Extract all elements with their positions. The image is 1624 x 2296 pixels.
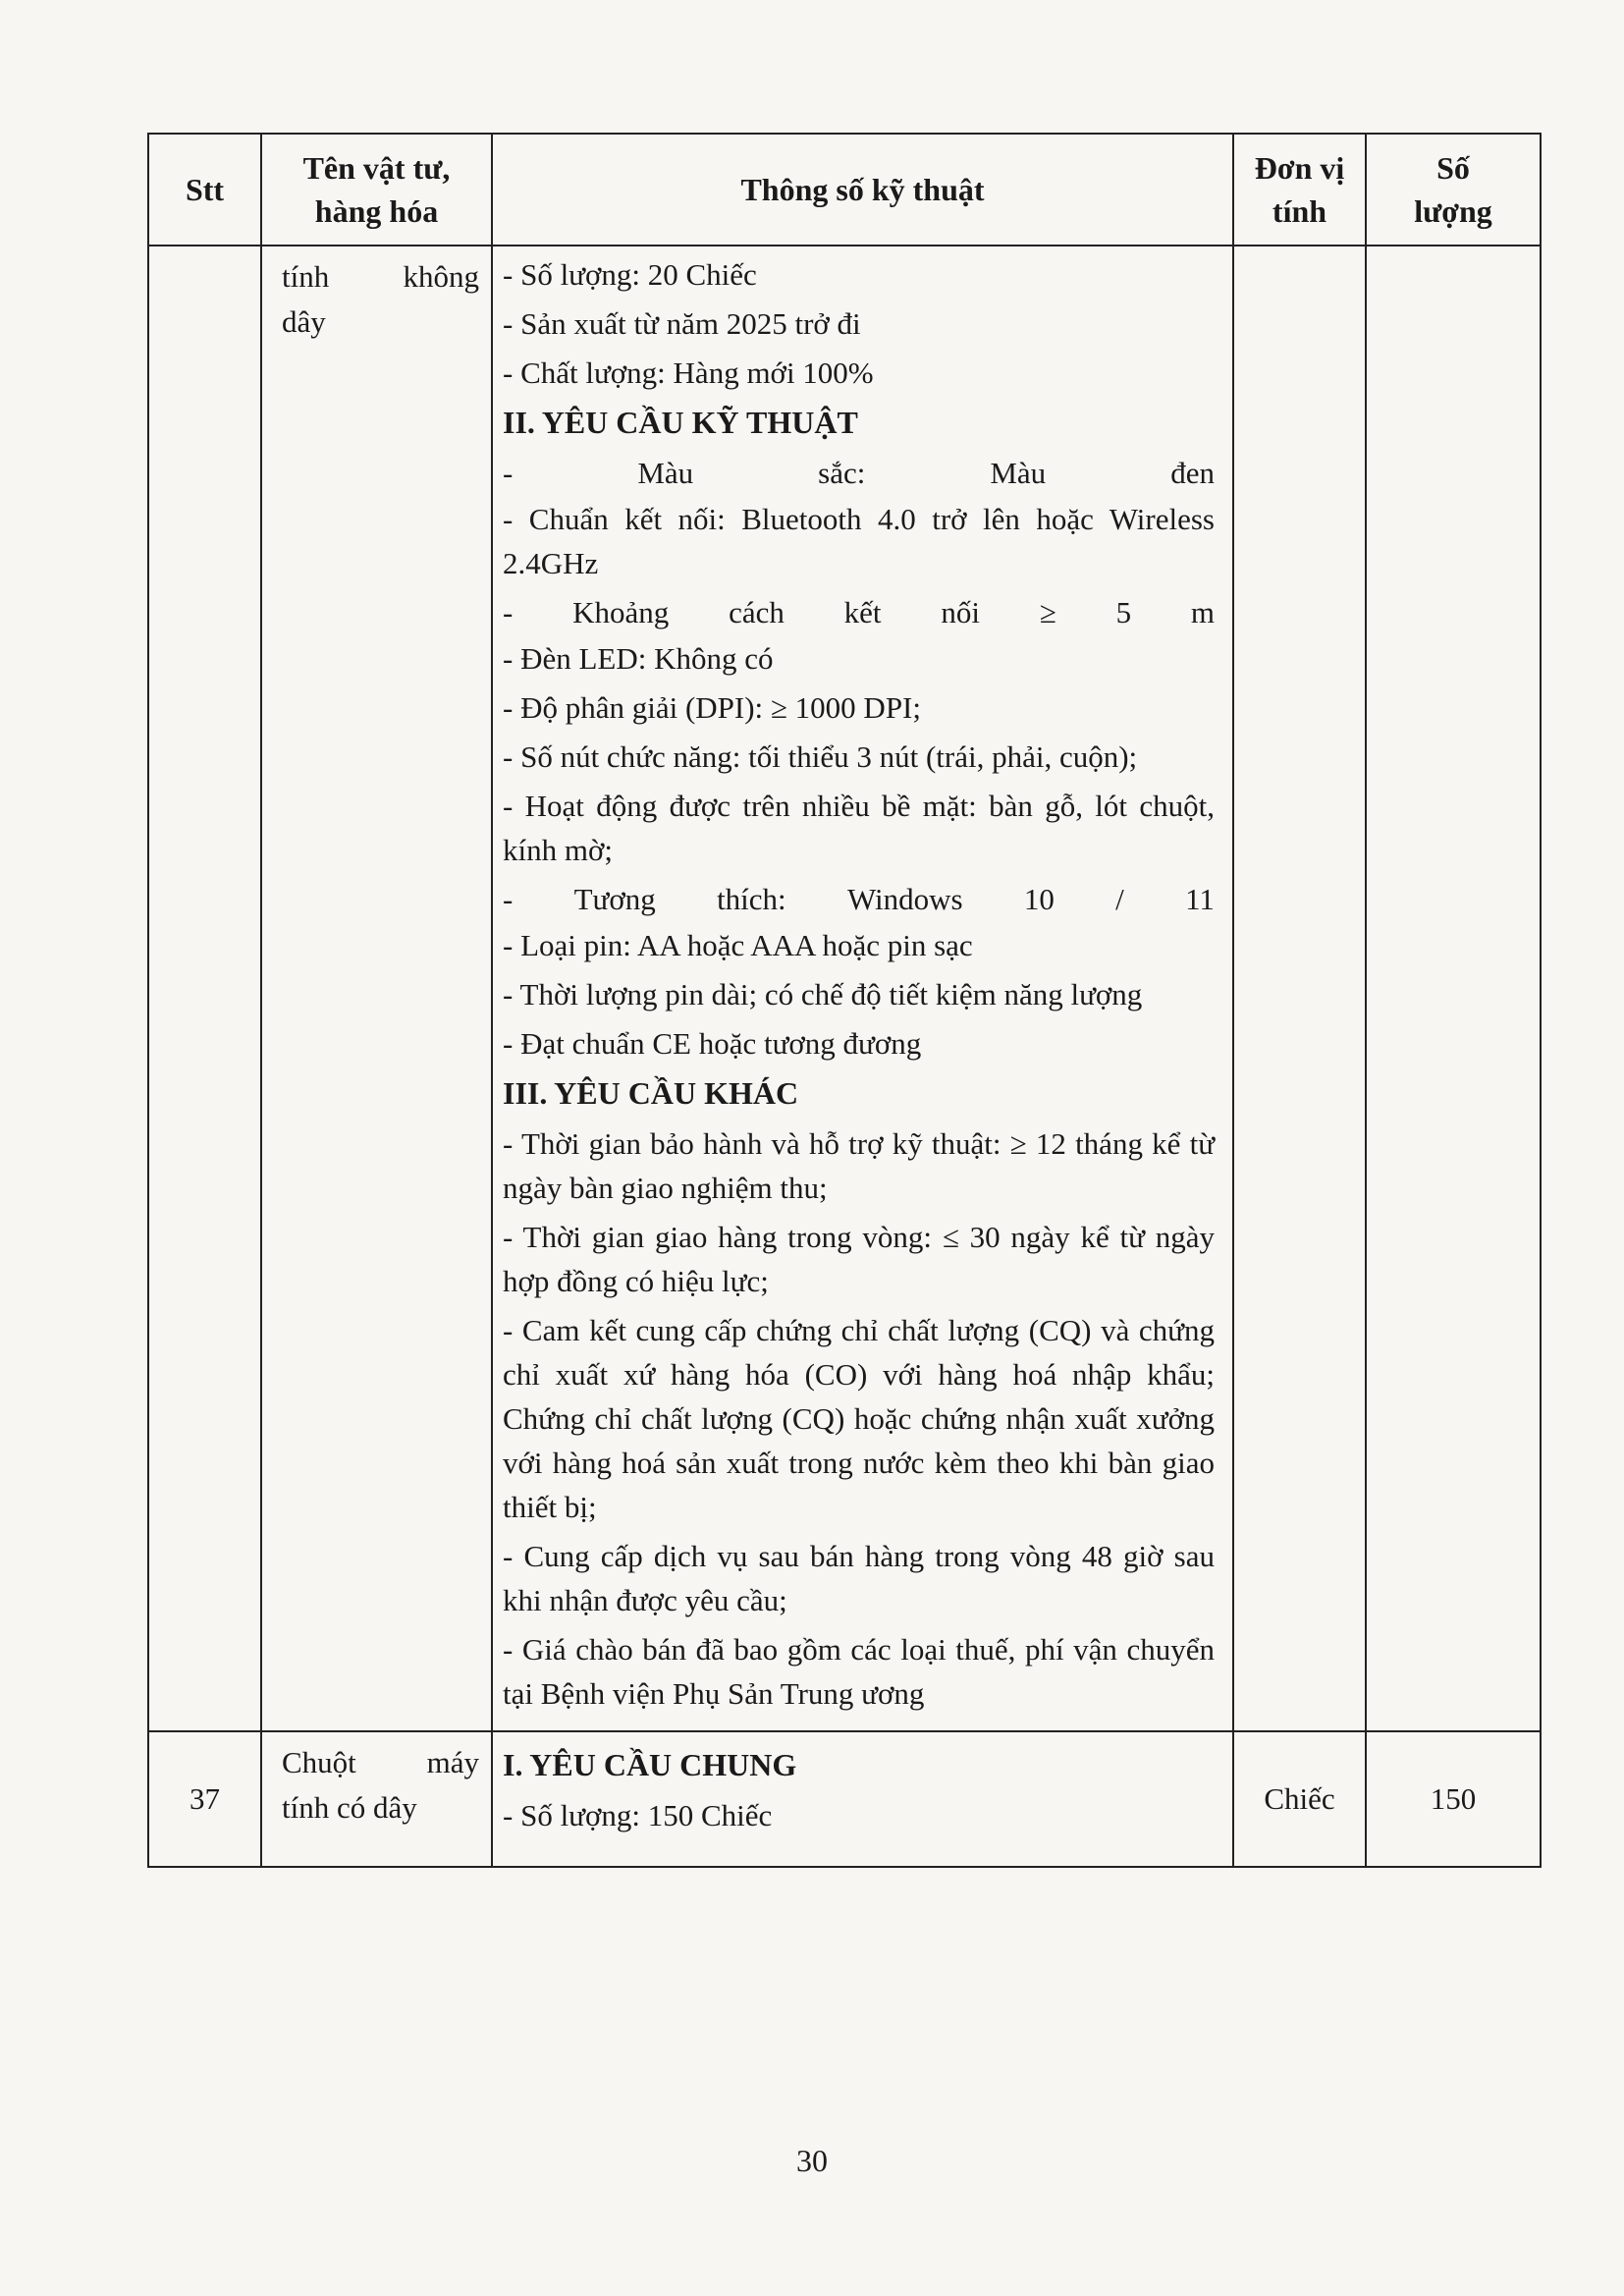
row-item-name-cell: tính không dây bbox=[261, 246, 492, 1731]
header-quantity: Số lượng bbox=[1366, 134, 1541, 246]
row-stt-cell: 37 bbox=[148, 1731, 261, 1867]
spec-line: - Số nút chức năng: tối thiểu 3 nút (trái, phải, cuộn); bbox=[503, 739, 1138, 774]
spec-line: - Sản xuất từ năm 2025 trở đi bbox=[503, 306, 861, 341]
spec-line: - Thời gian giao hàng trong vòng: ≤ 30 ngày kể từ ngày hợp đồng có hiệu lực; bbox=[503, 1220, 1215, 1298]
spec-line: - Số lượng: 150 Chiếc bbox=[503, 1798, 773, 1832]
spec-line: - Khoảng cách kết nối ≥ 5 m bbox=[503, 595, 1215, 629]
spec-line: - Cam kết cung cấp chứng chỉ chất lượng (CQ) và chứng chỉ xuất xứ hàng hóa (CO) với hàng hoá nhập khẩu; Chứng chỉ chất lượng (CQ) hoặc chứng nhận xuất xưởng với hàng hoá sản xuất trong nước kèm theo khi bàn giao thiết bị; bbox=[503, 1313, 1215, 1524]
header-spec: Thông số kỹ thuật bbox=[492, 134, 1233, 246]
section-heading: I. YÊU CẦU CHUNG bbox=[503, 1747, 797, 1782]
header-stt: Stt bbox=[148, 134, 261, 246]
row-quantity-cell: 150 bbox=[1366, 1731, 1541, 1867]
spec-line: - Tương thích: Windows 10 / 11 bbox=[503, 882, 1215, 916]
spec-line: - Số lượng: 20 Chiếc bbox=[503, 257, 757, 292]
table-row bbox=[148, 1731, 1541, 1867]
section-heading: II. YÊU CẦU KỸ THUẬT bbox=[503, 405, 858, 440]
spec-table bbox=[147, 133, 1542, 1868]
row-stt-cell bbox=[148, 246, 261, 1731]
spec-line: - Chuẩn kết nối: Bluetooth 4.0 trở lên hoặc Wireless 2.4GHz bbox=[503, 502, 1215, 580]
row-spec-cell bbox=[492, 246, 1233, 1731]
row-unit-cell: Chiếc bbox=[1233, 1731, 1366, 1867]
page-number: 30 bbox=[796, 2143, 828, 2178]
spec-line: - Cung cấp dịch vụ sau bán hàng trong vòng 48 giờ sau khi nhận được yêu cầu; bbox=[503, 1539, 1215, 1617]
section-heading: III. YÊU CẦU KHÁC bbox=[503, 1075, 799, 1111]
table-header-row bbox=[148, 134, 1541, 246]
header-item-name: Tên vật tư, hàng hóa bbox=[261, 134, 492, 246]
spec-line: - Thời lượng pin dài; có chế độ tiết kiệm năng lượng bbox=[503, 977, 1143, 1011]
header-unit: Đơn vị tính bbox=[1233, 134, 1366, 246]
spec-line: - Màu sắc: Màu đen bbox=[503, 456, 1215, 490]
row-unit-cell bbox=[1233, 246, 1366, 1731]
table-row bbox=[148, 246, 1541, 1731]
spec-line: - Hoạt động được trên nhiều bề mặt: bàn gỗ, lót chuột, kính mờ; bbox=[503, 789, 1215, 867]
spec-line: - Loại pin: AA hoặc AAA hoặc pin sạc bbox=[503, 928, 973, 962]
row-quantity-cell bbox=[1366, 246, 1541, 1731]
spec-line: - Độ phân giải (DPI): ≥ 1000 DPI; bbox=[503, 690, 921, 725]
spec-line: - Chất lượng: Hàng mới 100% bbox=[503, 355, 874, 390]
spec-line: - Thời gian bảo hành và hỗ trợ kỹ thuật: ≥ 12 tháng kể từ ngày bàn giao nghiệm thu; bbox=[503, 1126, 1215, 1205]
row-item-name-cell: Chuột máy tính có dây bbox=[261, 1731, 492, 1867]
spec-line: - Đèn LED: Không có bbox=[503, 641, 774, 676]
row-spec-cell bbox=[492, 1731, 1233, 1867]
spec-line: - Giá chào bán đã bao gồm các loại thuế, phí vận chuyển tại Bệnh viện Phụ Sản Trung ương bbox=[503, 1632, 1215, 1711]
spec-line: - Đạt chuẩn CE hoặc tương đương bbox=[503, 1026, 922, 1061]
